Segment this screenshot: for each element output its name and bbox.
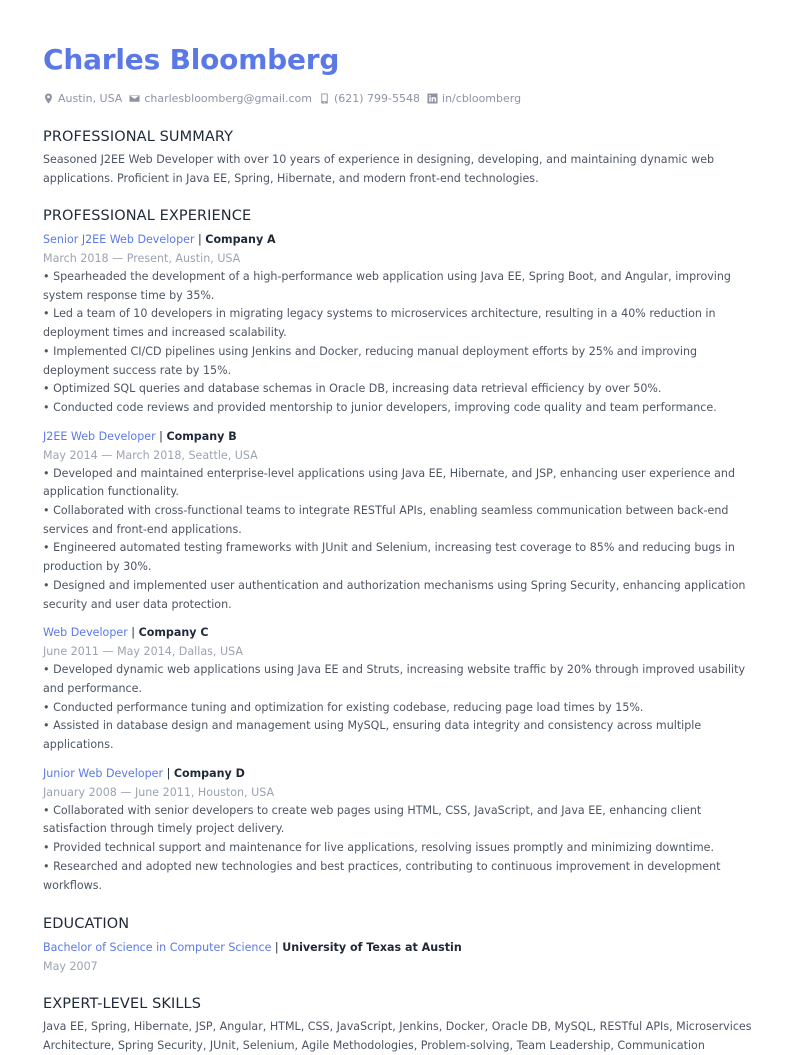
summary-text: Seasoned J2EE Web Developer with over 10 years of experience in designing, developing, and maintaining dynamic web applications. Proficient in Java EE, Spring, Hibernate, and modern front-end technologies.	[43, 153, 715, 185]
bullet-item: • Designed and implemented user authentication and authorization mechanisms using Spring Security, enhancing application security and user data protection.	[43, 577, 757, 614]
map-pin-icon	[43, 93, 54, 104]
degree: Bachelor of Science in Computer Science	[43, 941, 272, 955]
email-text[interactable]: charlesbloomberg@gmail.com	[144, 91, 312, 105]
job-header: Senior J2EE Web Developer | Company A	[43, 233, 276, 246]
job-bullets	[43, 465, 757, 615]
skills-heading: EXPERT-LEVEL SKILLS	[43, 996, 202, 1013]
job-role: Junior Web Developer	[43, 766, 164, 780]
job-meta: June 2011 — May 2014, Dallas, USA	[43, 645, 243, 659]
bullet-item: • Assisted in database design and management using MySQL, ensuring data integrity and consistency across multiple applications.	[43, 717, 757, 754]
bullet-item: • Provided technical support and maintenance for live applications, resolving issues promptly and minimizing downtime.	[43, 839, 757, 858]
experience-heading: PROFESSIONAL EXPERIENCE	[43, 208, 252, 224]
job-bullets	[43, 268, 757, 418]
school: University of Texas at Austin	[282, 941, 462, 955]
bullet-item: • Conducted performance tuning and optimization for existing codebase, reducing page load times by 15%.	[43, 699, 757, 718]
job-header: J2EE Web Developer | Company B	[43, 429, 237, 443]
bullet-item: • Spearheaded the development of a high-performance web application using Java EE, Spring Boot, and Angular, improving system response time by 35%.	[43, 268, 757, 305]
linkedin-text[interactable]: in/cbloomberg	[442, 91, 522, 105]
skills-text: Java EE, Spring, Hibernate, JSP, Angular, HTML, CSS, JavaScript, Jenkins, Docker, Oracle DB, MySQL, RESTful APIs, Microservices Architecture, Spring Security, JUnit, Selenium, Agile Methodologies, Problem-solving, Team Leadership, Communication	[43, 1020, 752, 1053]
job-entry	[43, 230, 757, 418]
job-company: Company C	[138, 626, 209, 640]
phone-icon	[319, 93, 330, 104]
job-role: Web Developer	[43, 626, 128, 640]
bullet-item: • Developed and maintained enterprise-level applications using Java EE, Hibernate, and JSP, enhancing user experience and application functionality.	[43, 465, 757, 502]
job-company: Company A	[205, 233, 276, 246]
contact-phone[interactable]	[319, 92, 420, 105]
bullet-item: • Optimized SQL queries and database schemas in Oracle DB, increasing data retrieval efficiency by over 50%.	[43, 380, 757, 399]
bullet-item: • Developed dynamic web applications using Java EE and Struts, increasing website traffic by 20% through improved usability and performance.	[43, 661, 757, 698]
bullet-item: • Conducted code reviews and provided mentorship to junior developers, improving code quality and team performance.	[43, 399, 757, 418]
job-header: Junior Web Developer | Company D	[43, 766, 245, 780]
job-meta: May 2014 — March 2018, Seattle, USA	[43, 448, 258, 462]
education-heading: EDUCATION	[43, 916, 130, 933]
bullet-item: • Led a team of 10 developers in migrating legacy systems to microservices architecture, resulting in a 40% reduction in deployment times and increased scalability.	[43, 305, 757, 342]
education-entry	[43, 938, 757, 976]
envelope-icon	[129, 93, 140, 104]
job-role: Senior J2EE Web Developer	[43, 233, 195, 246]
job-entry	[43, 623, 757, 755]
bullet-item: • Engineered automated testing frameworks with JUnit and Selenium, increasing test coverage to 85% and reducing bugs in production by 30%.	[43, 539, 757, 576]
job-bullets	[43, 661, 757, 755]
job-meta: January 2008 — June 2011, Houston, USA	[43, 785, 275, 799]
education-date: May 2007	[43, 960, 98, 974]
linkedin-icon	[427, 93, 438, 104]
job-bullets	[43, 802, 757, 896]
contact-bar	[43, 90, 757, 106]
phone-text[interactable]: (621) 799-5548	[333, 91, 421, 105]
bullet-item: • Collaborated with senior developers to create web pages using HTML, CSS, JavaScript, and Java EE, enhancing client satisfaction through timely project delivery.	[43, 802, 757, 839]
job-meta: March 2018 — Present, Austin, USA	[43, 252, 241, 265]
education-header: Bachelor of Science in Computer Science | University of Texas at Austin	[43, 941, 462, 955]
candidate-name: Charles Bloomberg	[43, 43, 340, 76]
job-company: Company B	[166, 429, 237, 443]
bullet-item: • Implemented CI/CD pipelines using Jenkins and Docker, reducing manual deployment efforts by 25% and improving deployment success rate by 15%.	[43, 343, 757, 380]
bullet-item: • Researched and adopted new technologies and best practices, contributing to continuous improvement in development workflows.	[43, 858, 757, 895]
contact-location	[43, 92, 122, 105]
summary-heading: PROFESSIONAL SUMMARY	[43, 129, 234, 145]
contact-linkedin[interactable]	[427, 92, 521, 105]
location-text: Austin, USA	[58, 91, 123, 105]
job-entry	[43, 764, 757, 896]
contact-email[interactable]	[129, 92, 312, 105]
job-role: J2EE Web Developer	[43, 429, 156, 443]
job-company: Company D	[173, 766, 245, 780]
job-header: Web Developer | Company C	[43, 626, 209, 640]
bullet-item: • Collaborated with cross-functional teams to integrate RESTful APIs, enabling seamless communication between back-end services and front-end applications.	[43, 502, 757, 539]
job-entry	[43, 427, 757, 615]
